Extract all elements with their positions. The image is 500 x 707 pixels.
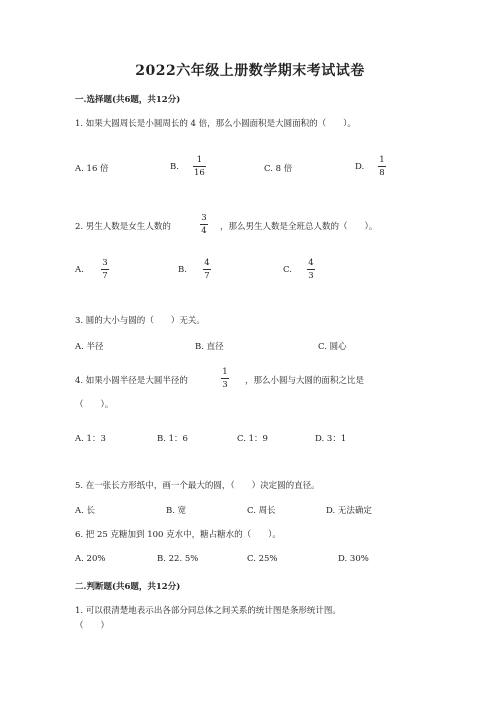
question-2-stem-fraction: [200, 214, 208, 235]
question-4-option-b: B. 1：6: [157, 434, 188, 444]
question-3-stem: 3. 圆的大小与圆的（ ）无关。: [75, 316, 205, 326]
question-3-option-a: A. 半径: [75, 342, 104, 352]
judgement-1-answer-parentheses: （ ）: [75, 621, 110, 631]
question-1-option-b-fraction: [193, 156, 206, 177]
question-6-option-c: C. 25%: [247, 554, 278, 564]
question-6-option-d: D. 30%: [338, 554, 369, 564]
question-6-option-b: B. 22. 5%: [157, 554, 199, 564]
question-4-stem-fraction: [221, 368, 229, 389]
question-2-stem-end: ，那么男生人数是全班总人数的（ ）。: [220, 222, 378, 232]
fraction-numerator: 1: [379, 155, 385, 165]
question-3-option-c: C. 圆心: [318, 342, 347, 352]
question-2-option-c-label: C.: [283, 265, 292, 275]
question-6-option-a: A. 20%: [75, 554, 106, 564]
question-2-option-c-fraction: [307, 259, 315, 280]
question-1-option-c: C. 8 倍: [264, 164, 293, 174]
question-4-option-a: A. 1：3: [75, 434, 106, 444]
fraction-numerator: 4: [308, 258, 314, 268]
question-2-option-a-label: A.: [75, 265, 84, 275]
question-3-option-b: B. 直径: [195, 342, 224, 352]
fraction-numerator: 3: [102, 258, 108, 268]
question-2-option-a-fraction: [101, 259, 109, 280]
fraction-numerator: 3: [201, 213, 207, 223]
question-5-option-c: C. 周长: [247, 506, 276, 516]
question-4-stem-start: 4. 如果小圆半径是大圆半径的: [75, 376, 188, 386]
question-1-stem: 1. 如果大圆周长是小圆周长的 4 倍，那么小圆面积是大圆面积的（ ）。: [75, 119, 356, 129]
question-2-option-b-fraction: [203, 259, 211, 280]
question-1-option-d-label: D.: [355, 162, 365, 172]
fraction-denominator: 8: [379, 167, 385, 178]
question-1-option-a: A. 16 倍: [75, 164, 109, 174]
section-heading-choice: 一.选择题(共6题，共12分): [75, 95, 181, 105]
question-5-option-d: D. 无法确定: [326, 506, 372, 516]
fraction-numerator: 4: [204, 258, 210, 268]
question-1-option-d-fraction: [378, 156, 386, 177]
fraction-denominator: 7: [204, 270, 210, 281]
question-4-stem-line-2: （ ）。: [75, 400, 114, 410]
question-5-stem: 5. 在一张长方形纸中，画一个最大的圆，（ ）决定圆的直径。: [75, 481, 320, 491]
question-4-option-c: C. 1：9: [237, 434, 268, 444]
fraction-denominator: 4: [201, 225, 207, 236]
question-2-option-b-label: B.: [178, 265, 187, 275]
fraction-denominator: 16: [194, 167, 205, 178]
question-6-stem: 6. 把 25 克糖加到 100 克水中，糖占糖水的（ ）。: [75, 530, 281, 540]
question-2-stem-start: 2. 男生人数是女生人数的: [75, 222, 171, 232]
fraction-denominator: 7: [102, 270, 108, 281]
fraction-numerator: 1: [196, 155, 203, 165]
section-heading-judgement: 二.判断题(共6题，共12分): [75, 582, 181, 592]
question-5-option-a: A. 长: [75, 506, 96, 516]
question-5-option-b: B. 宽: [166, 506, 187, 516]
question-4-option-d: D. 3：1: [315, 434, 347, 444]
page-title: 2022六年级上册数学期末考试试卷: [135, 63, 365, 79]
question-1-option-b-label: B.: [170, 162, 179, 172]
fraction-denominator: 3: [222, 379, 228, 390]
fraction-numerator: 1: [222, 367, 228, 377]
judgement-1-stem: 1. 可以很清楚地表示出各部分同总体之间关系的统计图是条形统计图。: [75, 606, 341, 616]
question-4-stem-end: ，那么小圆与大圆的面积之比是: [245, 376, 365, 386]
fraction-denominator: 3: [308, 270, 314, 281]
